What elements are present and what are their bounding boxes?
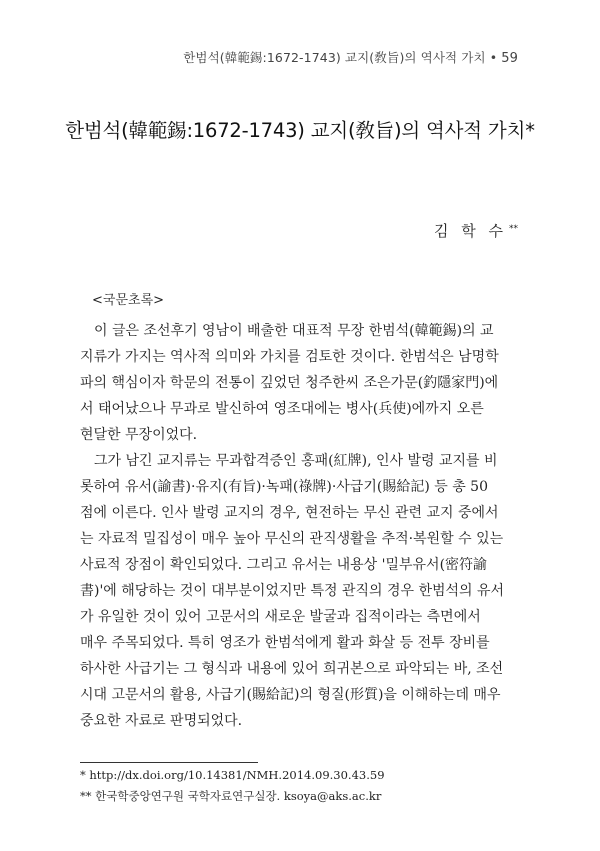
text-line: 서 태어났으나 무과로 발신하여 영조대에는 병사(兵使)에까지 오른 [80, 401, 484, 417]
text-line: 롯하여 유서(諭書)·유지(有旨)·녹패(祿牌)·사급기(賜給記) 등 총 50 [80, 479, 488, 495]
text-line: 사료적 장점이 확인되었다. 그리고 유서는 내용상 '밀부유서(密符諭 [80, 557, 488, 573]
text-line: 는 자료적 밀집성이 매우 높아 무신의 관직생활을 추적·복원할 수 있는 [80, 531, 504, 547]
footnote-divider [80, 762, 258, 763]
text-line: 이 글은 조선후기 영남이 배출한 대표적 무장 한범석(韓範錫)의 교 [94, 323, 494, 339]
text-line: 매우 주목되었다. 특히 영조가 한범석에게 활과 화살 등 전투 장비를 [80, 635, 490, 651]
text-line: 시대 고문서의 활용, 사급기(賜給記)의 형질(形質)을 이해하는데 매우 [80, 687, 501, 703]
author-line [434, 220, 518, 241]
header-separator: • [485, 50, 502, 65]
text-line: 중요한 자료로 판명되었다. [80, 713, 243, 729]
text-line: 점에 이른다. 인사 발령 교지의 경우, 현전하는 무신 관련 교지 중에서 [80, 505, 499, 521]
text-line: 그가 남긴 교지류는 무과합격증인 홍패(紅牌), 인사 발령 교지를 비 [94, 453, 498, 469]
abstract-paragraph-2 [80, 448, 520, 734]
abstract-label: <국문초록> [92, 293, 165, 308]
author-footnote-mark: ** [509, 224, 518, 234]
abstract-paragraph-1 [80, 318, 520, 448]
footnote-doi: * http://dx.doi.org/10.14381/NMH.2014.09.30.43.59 [80, 768, 385, 782]
article-title: 한범석(韓範錫:1672-1743) 교지(敎旨)의 역사적 가치* [65, 119, 535, 142]
text-line: 書)'에 해당하는 것이 대부분이었지만 특정 관직의 경우 한범석의 유서 [80, 583, 505, 599]
running-header [0, 48, 518, 66]
text-line: 지류가 가지는 역사적 의미와 가치를 검토한 것이다. 한범석은 남명학 [80, 349, 499, 365]
footnote-author-affiliation: ** 한국학중앙연구원 국학자료연구실장. ksoya@aks.ac.kr [80, 789, 382, 803]
text-line: 가 유일한 것이 있어 고문서의 새로운 발굴과 집적이라는 측면에서 [80, 609, 481, 625]
author-name: 김 학 수 [433, 222, 507, 240]
text-line: 파의 핵심이자 학문의 전통이 깊었던 청주한씨 조은가문(釣隱家門)에 [80, 375, 499, 391]
text-line: 하사한 사급기는 그 형식과 내용에 있어 희귀본으로 파악되는 바, 조선 [80, 661, 504, 677]
running-title: 한범석(韓範錫:1672-1743) 교지(敎旨)의 역사적 가치 [183, 50, 486, 65]
page-number: 59 [501, 51, 518, 66]
text-line: 현달한 무장이었다. [80, 427, 198, 443]
